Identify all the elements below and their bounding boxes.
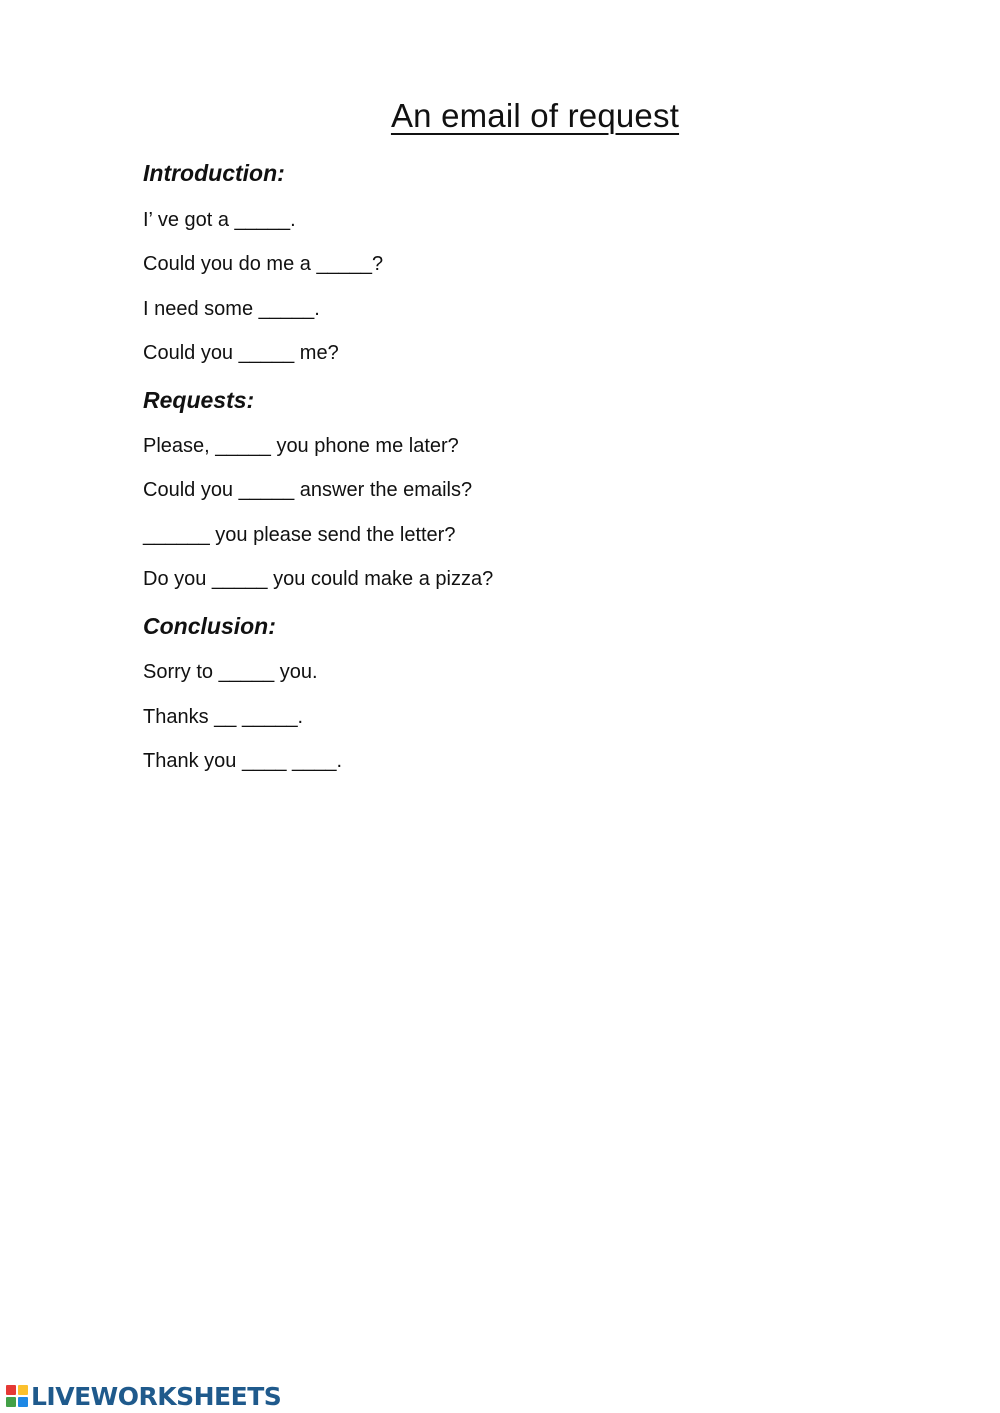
worksheet-line: I need some _____. bbox=[143, 298, 320, 320]
section-heading-requests: Requests: bbox=[143, 387, 255, 413]
section-heading-introduction: Introduction: bbox=[143, 160, 285, 186]
worksheet-line: Could you _____ me? bbox=[143, 342, 339, 364]
liveworksheets-logo bbox=[6, 1381, 281, 1411]
worksheet-line: Thank you ____ ____. bbox=[143, 750, 343, 772]
worksheet-line: Sorry to _____ you. bbox=[143, 661, 318, 683]
section-heading-conclusion: Conclusion: bbox=[143, 613, 276, 639]
page-title: An email of request bbox=[390, 97, 680, 134]
worksheet-line: Could you do me a _____? bbox=[143, 253, 384, 275]
logo-blocks-icon bbox=[6, 1385, 28, 1407]
logo-block bbox=[6, 1385, 16, 1395]
logo-block bbox=[18, 1385, 28, 1395]
logo-text: LIVEWORKSHEETS bbox=[31, 1381, 282, 1411]
logo-block bbox=[6, 1397, 16, 1407]
logo-block bbox=[18, 1397, 28, 1407]
worksheet-line: Could you _____ answer the emails? bbox=[143, 479, 473, 501]
worksheet-line: ______ you please send the letter? bbox=[143, 524, 456, 546]
worksheet-line: I’ ve got a _____. bbox=[143, 209, 296, 231]
worksheet-line: Please, _____ you phone me later? bbox=[143, 435, 459, 457]
worksheet-line: Thanks __ _____. bbox=[143, 706, 304, 728]
worksheet-line: Do you _____ you could make a pizza? bbox=[143, 568, 494, 590]
